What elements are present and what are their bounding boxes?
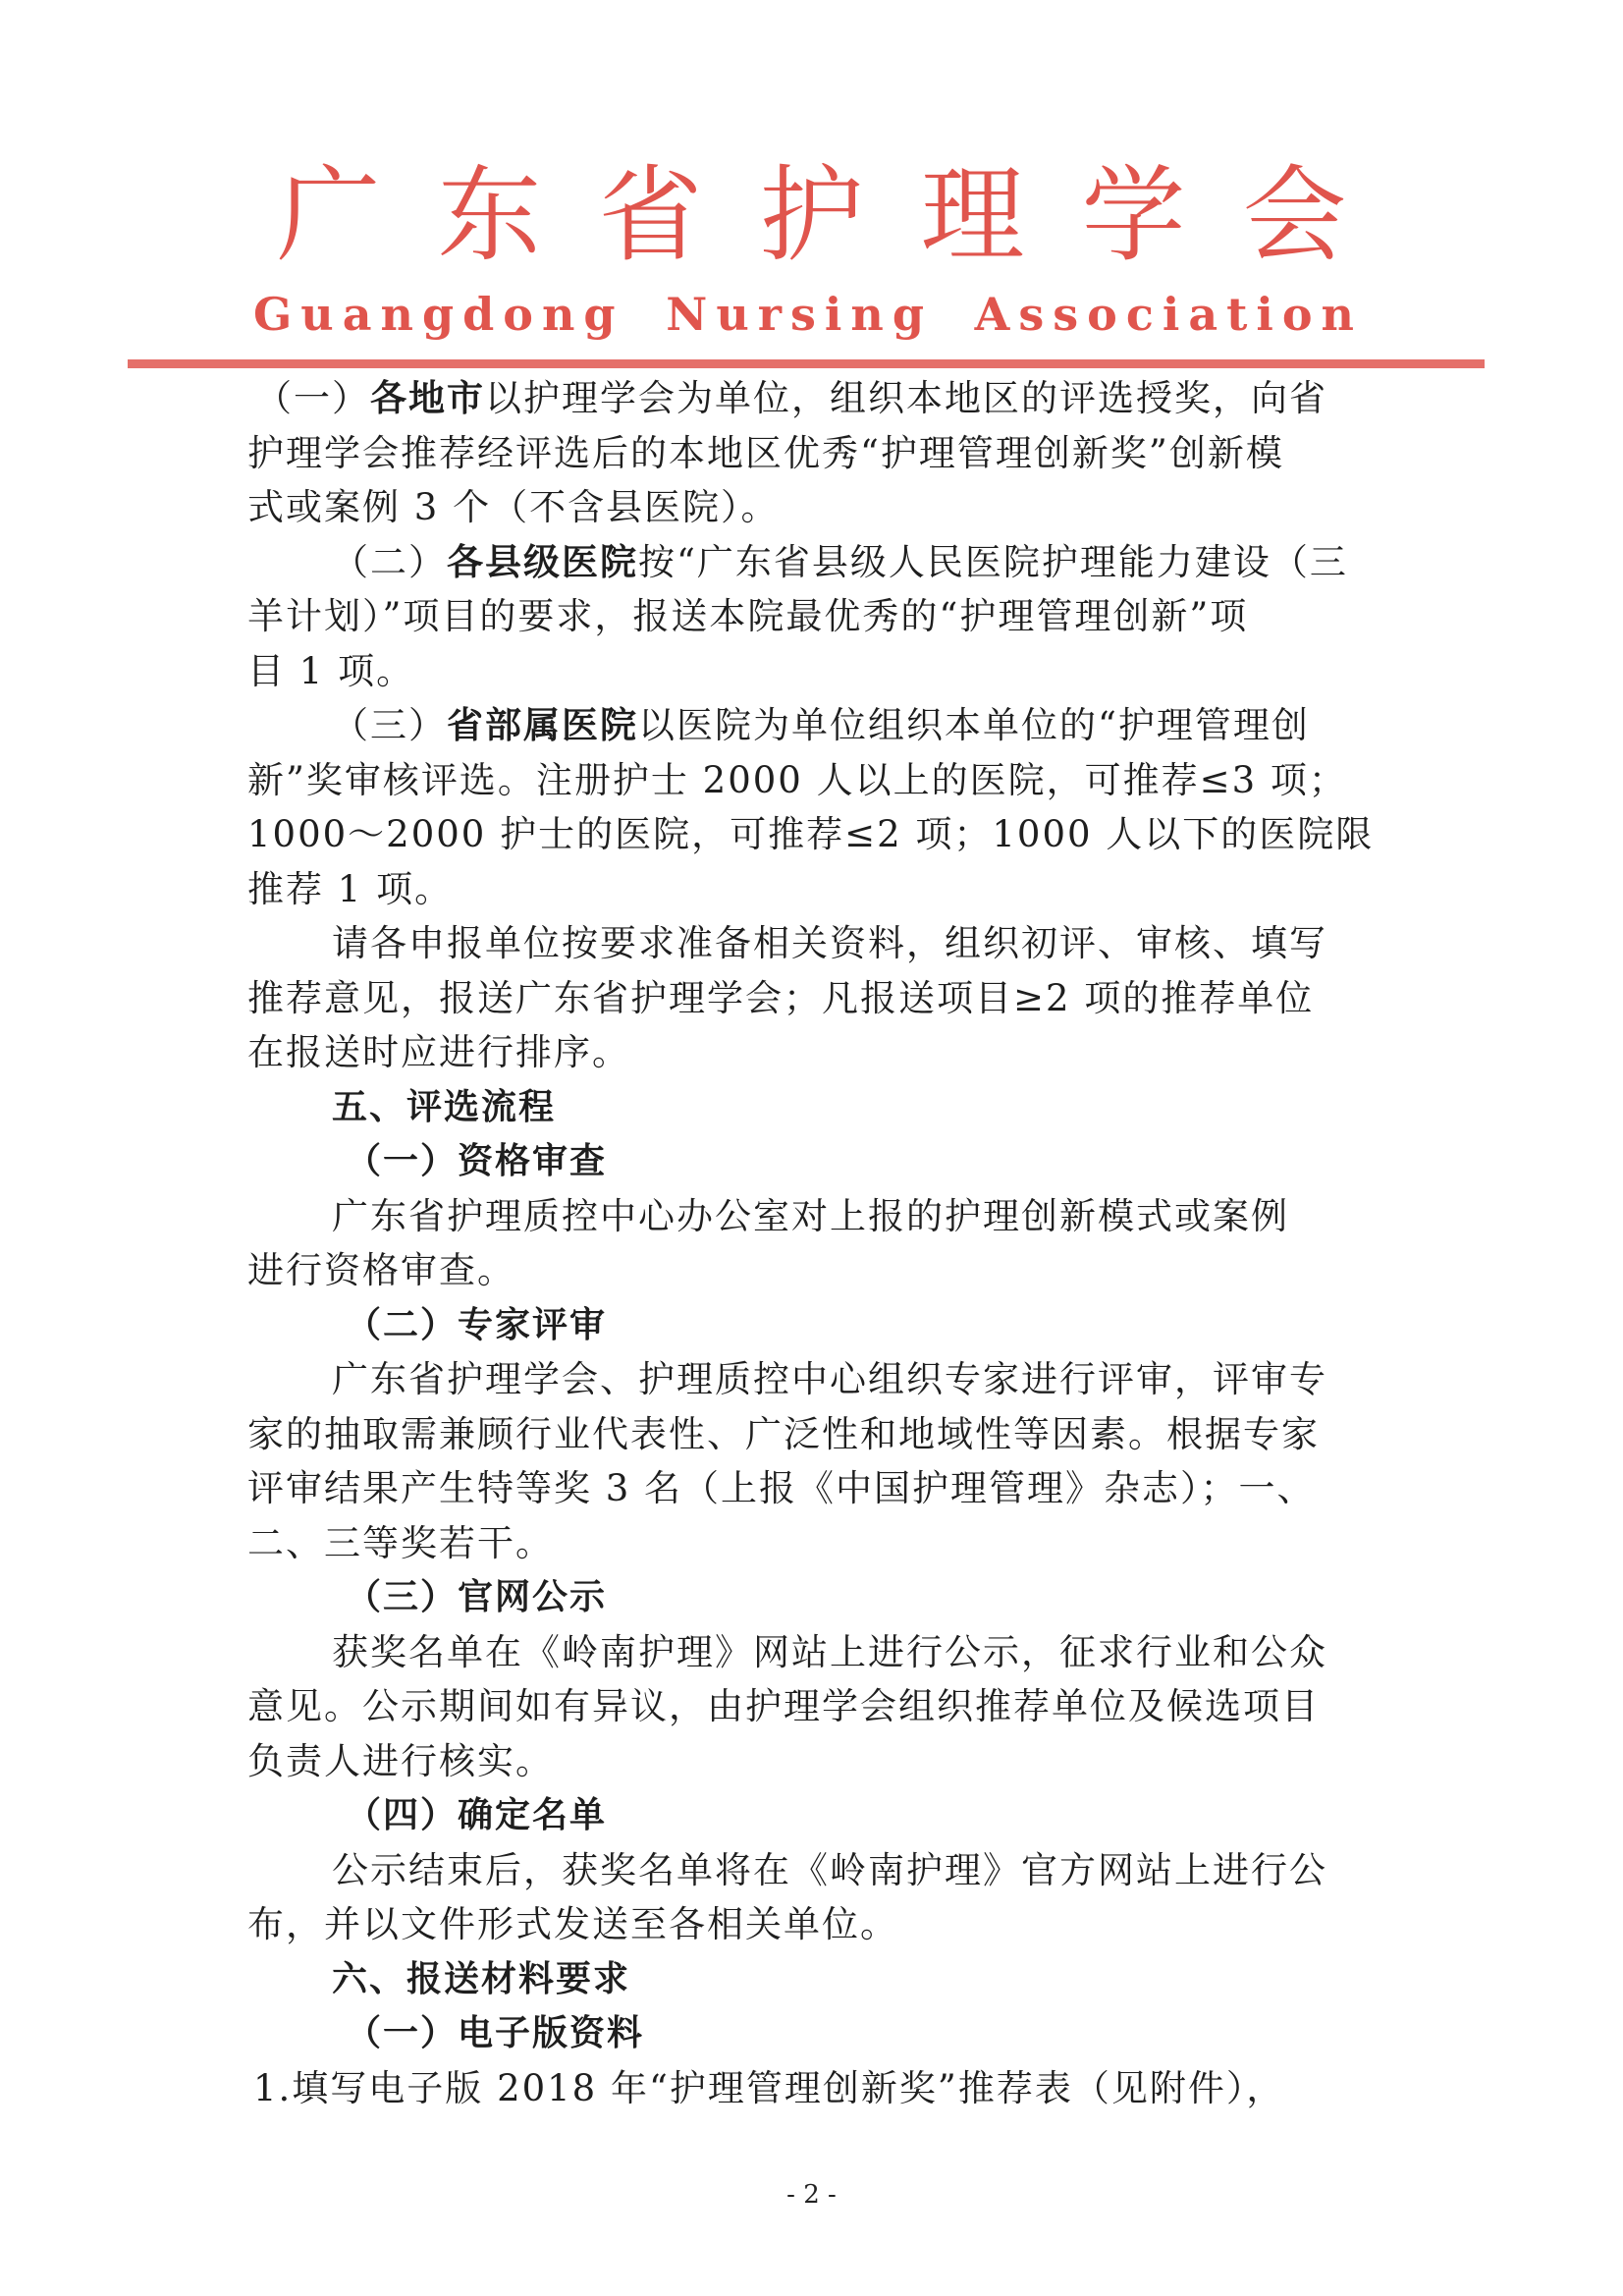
item-text: 以医院为单位组织本单位的“护理管理创	[638, 704, 1310, 746]
paragraph-line: 布，并以文件形式发送至各相关单位。	[247, 1903, 898, 1945]
paragraph-line: 目 1 项。	[247, 649, 415, 692]
section-heading: 六、报送材料要求	[332, 1958, 631, 1999]
paragraph-line: 广东省护理质控中心办公室对上报的护理创新模式或案例	[332, 1194, 1289, 1237]
paragraph-line: 请各申报单位按要求准备相关资料，组织初评、审核、填写	[332, 922, 1327, 964]
paragraph-line: 广东省护理学会、护理质控中心组织专家进行评审，评审专	[332, 1358, 1327, 1400]
paragraph-line	[255, 371, 1386, 426]
item-prefix: （三）	[332, 704, 447, 746]
paragraph-line: 在报送时应进行排序。	[247, 1031, 630, 1073]
subsection-heading: （二）专家评审	[346, 1303, 608, 1345]
document-body	[247, 371, 1386, 2115]
item-prefix: （二）	[332, 540, 447, 583]
item-prefix: （一）	[255, 377, 370, 419]
paragraph-line: 新”奖审核评选。注册护士 2000 人以上的医院，可推荐≤3 项；	[247, 758, 1347, 801]
paragraph-line	[247, 535, 1386, 590]
paragraph-line: 1.填写电子版 2018 年“护理管理创新奖”推荐表（见附件），	[253, 2066, 1285, 2109]
paragraph-line: 评审结果产生特等奖 3 名（上报《中国护理管理》杂志）；一、	[247, 1467, 1316, 1509]
subsection-heading: （四）确定名单	[346, 1794, 608, 1835]
subsection-heading: （一）资格审查	[346, 1140, 608, 1181]
subsection-heading: （一）电子版资料	[346, 2012, 645, 2053]
paragraph-line: 意见。公示期间如有异议，由护理学会组织推荐单位及候选项目	[247, 1685, 1320, 1727]
paragraph-line: 推荐意见，报送广东省护理学会；凡报送项目≥2 项的推荐单位	[247, 976, 1315, 1019]
section-heading: 五、评选流程	[332, 1086, 557, 1127]
paragraph-line: 羊计划）”项目的要求，报送本院最优秀的“护理管理创新”项	[247, 595, 1249, 637]
paragraph-line: 二、三等奖若干。	[247, 1521, 554, 1564]
paragraph-line: 进行资格审查。	[247, 1249, 515, 1291]
paragraph-line	[247, 698, 1386, 753]
item-lead: 省部属医院	[447, 703, 638, 746]
paragraph-line: 1000～2000 护士的医院，可推荐≤2 项；1000 人以下的医院限	[247, 813, 1375, 855]
subsection-heading: （三）官网公示	[346, 1576, 608, 1617]
letterhead-english-name	[253, 287, 1363, 342]
paragraph-line: 推荐 1 项。	[247, 867, 454, 910]
letterhead-word: Guangdong	[253, 288, 624, 341]
letterhead-word: Nursing	[666, 288, 933, 341]
item-text: 以护理学会为单位，组织本地区的评选授奖，向省	[485, 377, 1327, 419]
paragraph-line: 护理学会推荐经评选后的本地区优秀“护理管理创新奖”创新模	[247, 431, 1284, 474]
paragraph-line: 负责人进行核实。	[247, 1739, 554, 1782]
item-lead: 各地市	[370, 376, 485, 419]
letterhead-rule	[128, 359, 1485, 368]
paragraph-line: 家的抽取需兼顾行业代表性、广泛性和地域性等因素。根据专家	[247, 1412, 1320, 1455]
paragraph-line: 获奖名单在《岭南护理》网站上进行公示，征求行业和公众	[332, 1630, 1327, 1673]
paragraph-line: 式或案例 3 个（不含县医院）。	[247, 486, 780, 528]
item-lead: 各县级医院	[447, 539, 638, 583]
letterhead-word: Association	[974, 288, 1363, 341]
paragraph-line: 公示结束后，获奖名单将在《岭南护理》官方网站上进行公	[332, 1848, 1327, 1891]
page-number: - 2 -	[786, 2180, 837, 2210]
letterhead-title: 广东省护理学会	[276, 155, 1404, 276]
item-text: 按“广东省县级人民医院护理能力建设（三	[638, 540, 1348, 583]
